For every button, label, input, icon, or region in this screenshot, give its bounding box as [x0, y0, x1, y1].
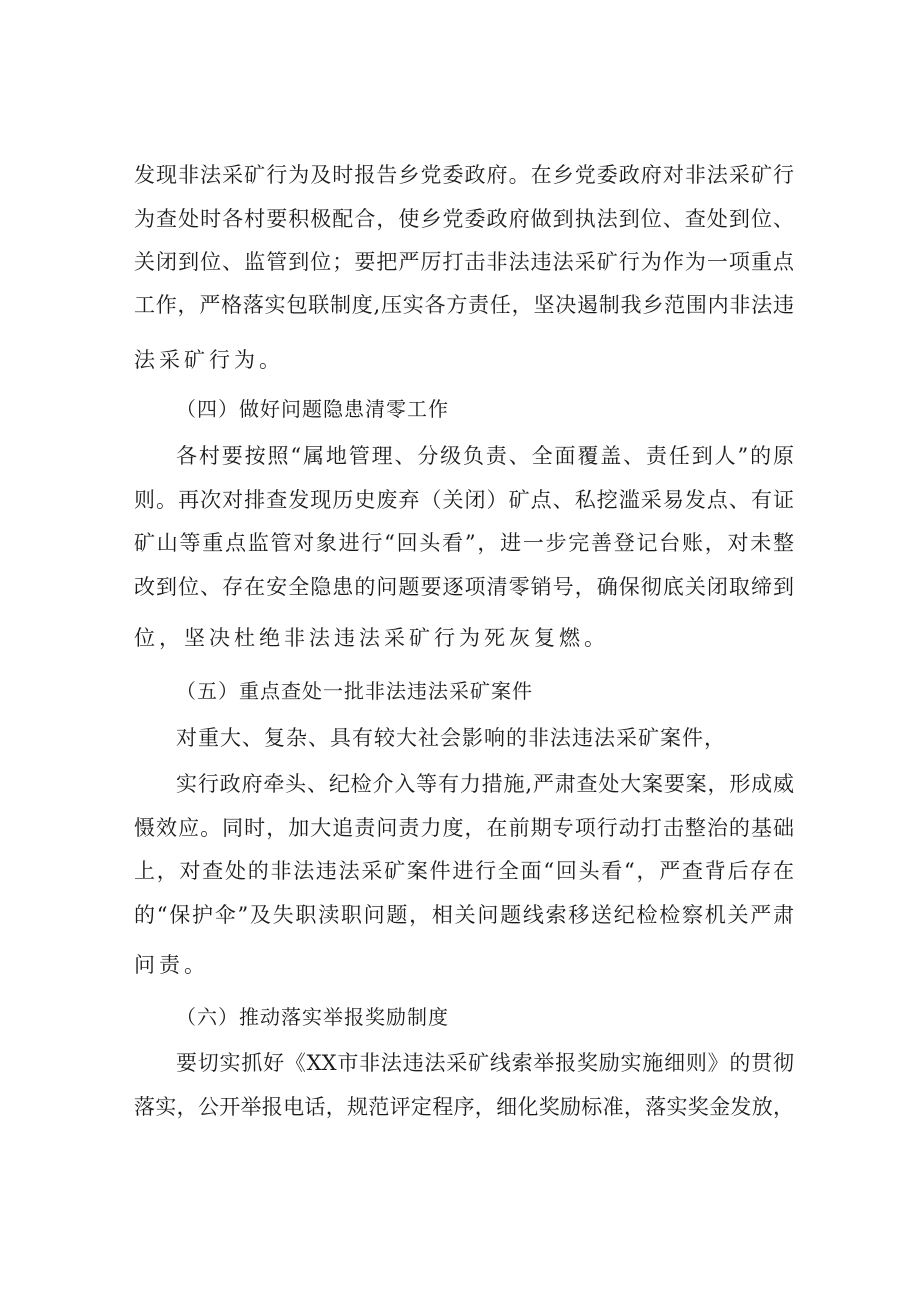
paragraph-5-line-2: 落实，公开举报电话，规范评定程序，细化奖励标准，落实奖金发放， [134, 1095, 794, 1119]
paragraph-2-line-2: 则。再次对排查发现历史废弃（关闭）矿点、私挖滥采易发点、有证 [134, 488, 794, 512]
paragraph-4-line-5: 问责。 [134, 953, 209, 977]
paragraph-4-line-4: 的“保护伞”及失职渎职问题，相关问题线索移送纪检检察机关严肃 [134, 903, 794, 927]
paragraph-3-line-1: 对重大、复杂、具有较大社会影响的非法违法采矿案件， [176, 726, 726, 750]
section-heading-5: （五）重点查处一批非法违法采矿案件 [176, 679, 533, 703]
section-heading-6: （六）推动落实举报奖励制度 [176, 1005, 449, 1029]
paragraph-1-line-1: 发现非法采矿行为及时报告乡党委政府。在乡党委政府对非法采矿行 [134, 163, 794, 187]
paragraph-2-line-4: 改到位、存在安全隐患的问题要逐项清零销号，确保彻底关闭取缔到 [134, 575, 794, 599]
paragraph-2-line-5: 位，坚决杜绝非法违法采矿行为死灰复燃。 [134, 626, 609, 650]
paragraph-4-line-3: 上，对查处的非法违法采矿案件进行全面“回头看“，严查背后存在 [134, 859, 794, 883]
paragraph-5-line-1: 要切实抓好《XX市非法违法采矿线索举报奖励实施细则》的贯彻 [176, 1051, 794, 1075]
paragraph-1-line-4: 工作，严格落实包联制度,压实各方责任，坚决遏制我乡范围内非法违 [134, 293, 794, 317]
paragraph-4-line-1: 实行政府牵头、纪检介入等有力措施,严肃查处大案要案，形成威 [176, 772, 794, 796]
paragraph-2-line-3: 矿山等重点监管对象进行“回头看”，进一步完善登记台账，对未整 [134, 531, 794, 555]
paragraph-1-line-5: 法采矿行为。 [134, 348, 284, 372]
section-heading-4: （四）做好问题隐患清零工作 [176, 397, 449, 421]
paragraph-1-line-2: 为查处时各村要积极配合，使乡党委政府做到执法到位、查处到位、 [134, 207, 794, 231]
paragraph-2-line-1: 各村要按照“属地管理、分级负责、全面覆盖、责任到人”的原 [176, 444, 794, 468]
paragraph-1-line-3: 关闭到位、监管到位；要把严厉打击非法违法采矿行为作为一项重点 [134, 250, 794, 274]
paragraph-4-line-2: 慑效应。同时，加大追责问责力度，在前期专项行动打击整治的基础 [134, 816, 794, 840]
